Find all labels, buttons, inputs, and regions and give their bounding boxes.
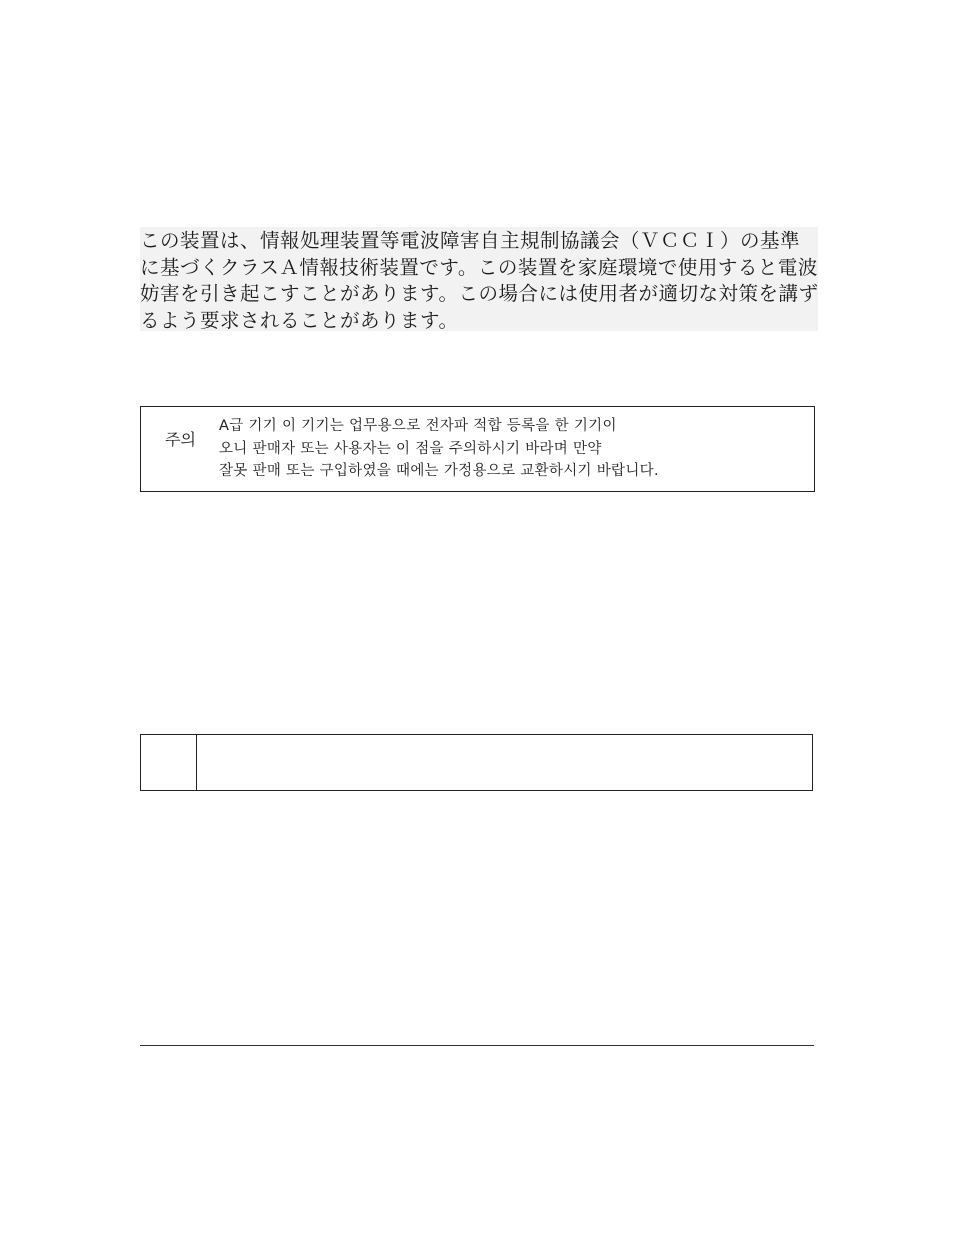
vcci-line-3: 妨害を引き起こすことがあります。この場合には使用者が適切な対策を講ず bbox=[140, 282, 819, 305]
table-column-divider bbox=[196, 735, 197, 790]
footer-rule bbox=[140, 1045, 814, 1046]
korean-line-1: A급 기기 이 기기는 업무용으로 전자파 적합 등록을 한 기기이 bbox=[219, 418, 617, 434]
caution-label: 주의 bbox=[165, 430, 196, 449]
vcci-notice-text bbox=[140, 228, 820, 334]
korean-notice-text bbox=[219, 415, 659, 483]
vcci-line-2: に基づくクラスＡ情報技術装置です。この装置を家庭環境で使用すると電波 bbox=[140, 255, 818, 279]
vcci-line-1: この装置は、情報処理装置等電波障害自主規制協議会（ＶＣＣＩ）の基準 bbox=[140, 229, 801, 252]
vcci-line-4: るよう要求されることがあります。 bbox=[140, 308, 459, 332]
korean-line-3: 잘못 판매 또는 구입하였을 때에는 가정용으로 교환하시기 바랍니다. bbox=[219, 463, 659, 479]
empty-table bbox=[140, 734, 813, 791]
korean-emc-notice-box bbox=[140, 406, 815, 492]
korean-line-2: 오니 판매자 또는 사용자는 이 점을 주의하시기 바라며 만약 bbox=[219, 440, 602, 457]
